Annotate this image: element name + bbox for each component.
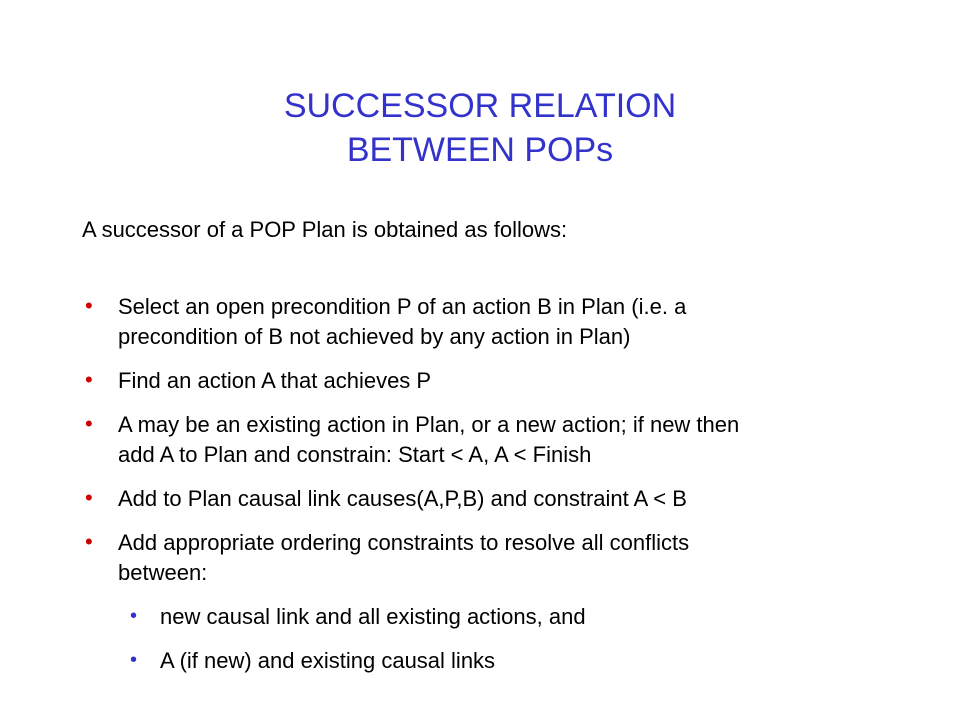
bullet-2-line-1: Find an action A that achieves P <box>118 368 432 393</box>
bullet-icon: • <box>85 529 93 554</box>
sub-bullet-item-2 <box>118 646 882 676</box>
bullet-item-2 <box>82 366 882 396</box>
title-line-2: BETWEEN POPs <box>346 131 614 169</box>
bullet-item-5 <box>82 528 882 676</box>
bullet-5-line-1: Add appropriate ordering constraints to resolve all conflicts <box>118 530 690 555</box>
intro-text: A successor of a POP Plan is obtained as follows: <box>82 217 568 242</box>
bullet-3-line-2: add A to Plan and constrain: Start < A, A < Finish <box>118 442 592 467</box>
title-line-1: SUCCESSOR RELATION <box>283 87 677 125</box>
bullet-1-line-2: precondition of B not achieved by any action in Plan) <box>118 324 631 349</box>
sub-bullet-item-1 <box>118 602 882 632</box>
bullet-list <box>82 292 882 690</box>
bullet-item-3 <box>82 410 882 470</box>
bullet-icon: • <box>85 293 93 318</box>
sub-bullet-icon: • <box>130 649 138 671</box>
sub-bullet-1-text: new causal link and all existing actions, and <box>160 604 586 629</box>
bullet-5-line-2: between: <box>118 560 208 585</box>
slide-title <box>0 84 960 172</box>
bullet-1-line-1: Select an open precondition P of an action B in Plan (i.e. a <box>118 294 687 319</box>
bullet-item-1 <box>82 292 882 352</box>
sub-bullet-icon: • <box>130 605 138 627</box>
bullet-icon: • <box>85 411 93 436</box>
sub-bullet-list <box>118 602 882 676</box>
bullet-3-line-1: A may be an existing action in Plan, or a new action; if new then <box>118 412 740 437</box>
sub-bullet-2-text: A (if new) and existing causal links <box>160 648 496 673</box>
bullet-4-line-1: Add to Plan causal link causes(A,P,B) and constraint A < B <box>118 486 687 511</box>
bullet-item-4 <box>82 484 882 514</box>
bullet-icon: • <box>85 367 93 392</box>
bullet-icon: • <box>85 485 93 510</box>
